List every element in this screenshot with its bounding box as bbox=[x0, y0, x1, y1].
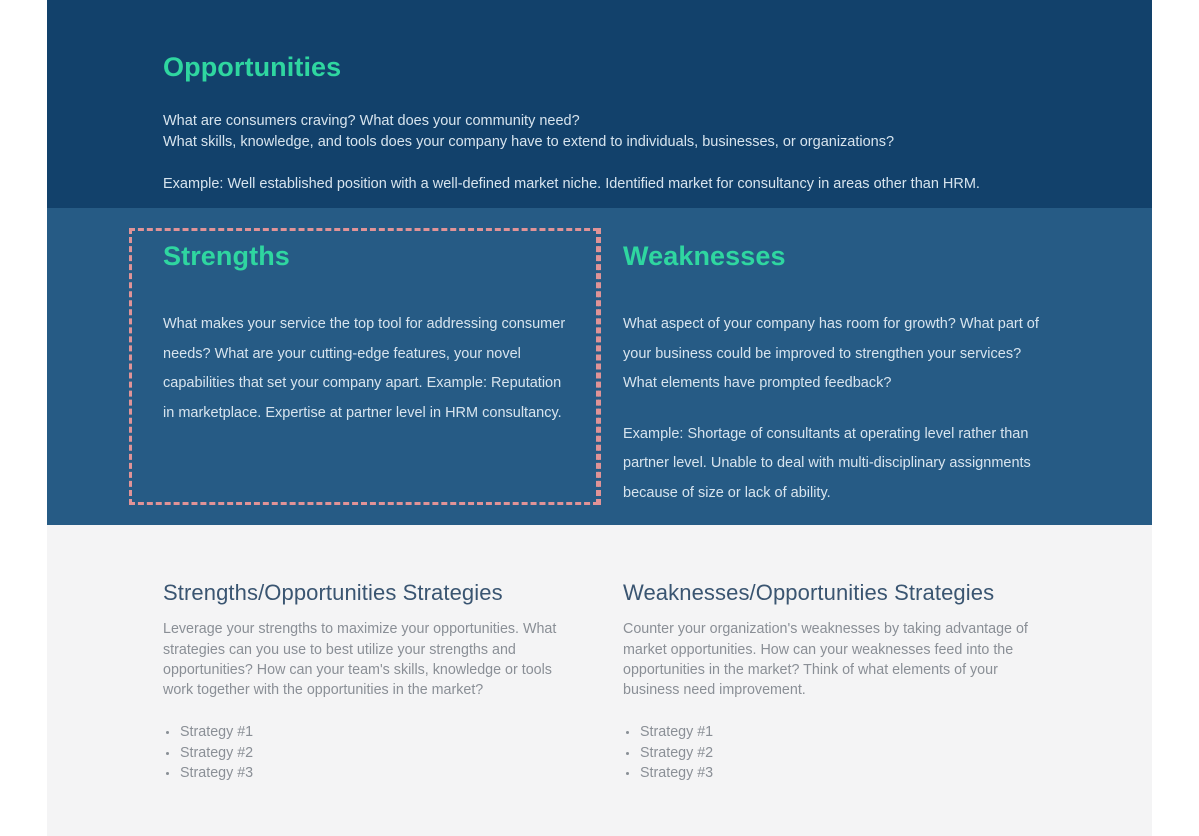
strengths-opportunities-strategies-list bbox=[163, 722, 575, 783]
strengths-heading: Strengths bbox=[163, 241, 290, 271]
list-item[interactable]: Strategy #3 bbox=[163, 763, 575, 783]
list-item[interactable]: Strategy #2 bbox=[163, 743, 575, 763]
opportunities-text-spacer bbox=[163, 153, 1103, 174]
weaknesses-opportunities-strategies-description: Counter your organization's weaknesses by taking advantage of market opportunities. How can your weaknesses feed into the opportunities in the market? Think of what elements of your business need improvement. bbox=[623, 621, 1028, 699]
strengths-weaknesses-dashed-divider bbox=[598, 228, 601, 505]
opportunities-example: Example: Well established position with a well-defined market niche. Identified market for consultancy in areas other than HRM. bbox=[163, 176, 980, 192]
strengths-opportunities-strategies-heading: Strengths/Opportunities Strategies bbox=[163, 580, 503, 605]
weaknesses-opportunities-strategies-heading: Weaknesses/Opportunities Strategies bbox=[623, 580, 995, 605]
strengths-example: Example: Reputation in marketplace. Expertise at partner level in HRM consultancy. bbox=[163, 375, 562, 421]
opportunities-heading: Opportunities bbox=[163, 52, 342, 82]
list-item[interactable]: Strategy #1 bbox=[163, 722, 575, 742]
weaknesses-opportunities-strategies-section bbox=[623, 580, 1035, 784]
opportunities-prompt-line-1: What are consumers craving? What does your community need? bbox=[163, 113, 580, 129]
weaknesses-prompt-line-1: What aspect of your company has room for growth? bbox=[623, 316, 956, 332]
strengths-opportunities-strategies-section bbox=[163, 580, 575, 784]
list-item[interactable]: Strategy #1 bbox=[623, 722, 1035, 742]
strengths-prompt-line-2: What are your cutting-edge features, your novel capabilities that set your company apart. bbox=[163, 345, 521, 392]
weaknesses-section bbox=[623, 243, 1053, 509]
list-item[interactable]: Strategy #3 bbox=[623, 763, 1035, 783]
weaknesses-example: Example: Shortage of consultants at operating level rather than partner level. Unable to deal with multi-disciplinary assignments because of size or lack of ability. bbox=[623, 425, 1031, 501]
weaknesses-text-spacer bbox=[623, 399, 1053, 420]
weaknesses-heading: Weaknesses bbox=[623, 241, 786, 271]
strengths-body bbox=[163, 310, 573, 428]
weaknesses-prompt-line-2: What part of your business could be improved to strengthen your services? What elements have prompted feedback? bbox=[623, 316, 1039, 392]
opportunities-prompt-line-2: What skills, knowledge, and tools does your company have to extend to individuals, businesses, or organizations? bbox=[163, 134, 895, 150]
opportunities-body bbox=[163, 111, 1103, 195]
weaknesses-opportunities-strategies-list bbox=[623, 722, 1035, 783]
weaknesses-body bbox=[623, 310, 1053, 509]
strengths-prompt-line-1: What makes your service the top tool for addressing consumer needs? bbox=[163, 316, 566, 362]
strengths-section bbox=[163, 243, 573, 428]
list-item[interactable]: Strategy #2 bbox=[623, 743, 1035, 763]
opportunities-section bbox=[163, 54, 1103, 195]
strengths-opportunities-strategies-description: Leverage your strengths to maximize your opportunities. What strategies can you use to best utilize your strengths and opportunities? How can your team's skills, knowledge or tools work together with the opportunities in the market? bbox=[163, 621, 557, 699]
